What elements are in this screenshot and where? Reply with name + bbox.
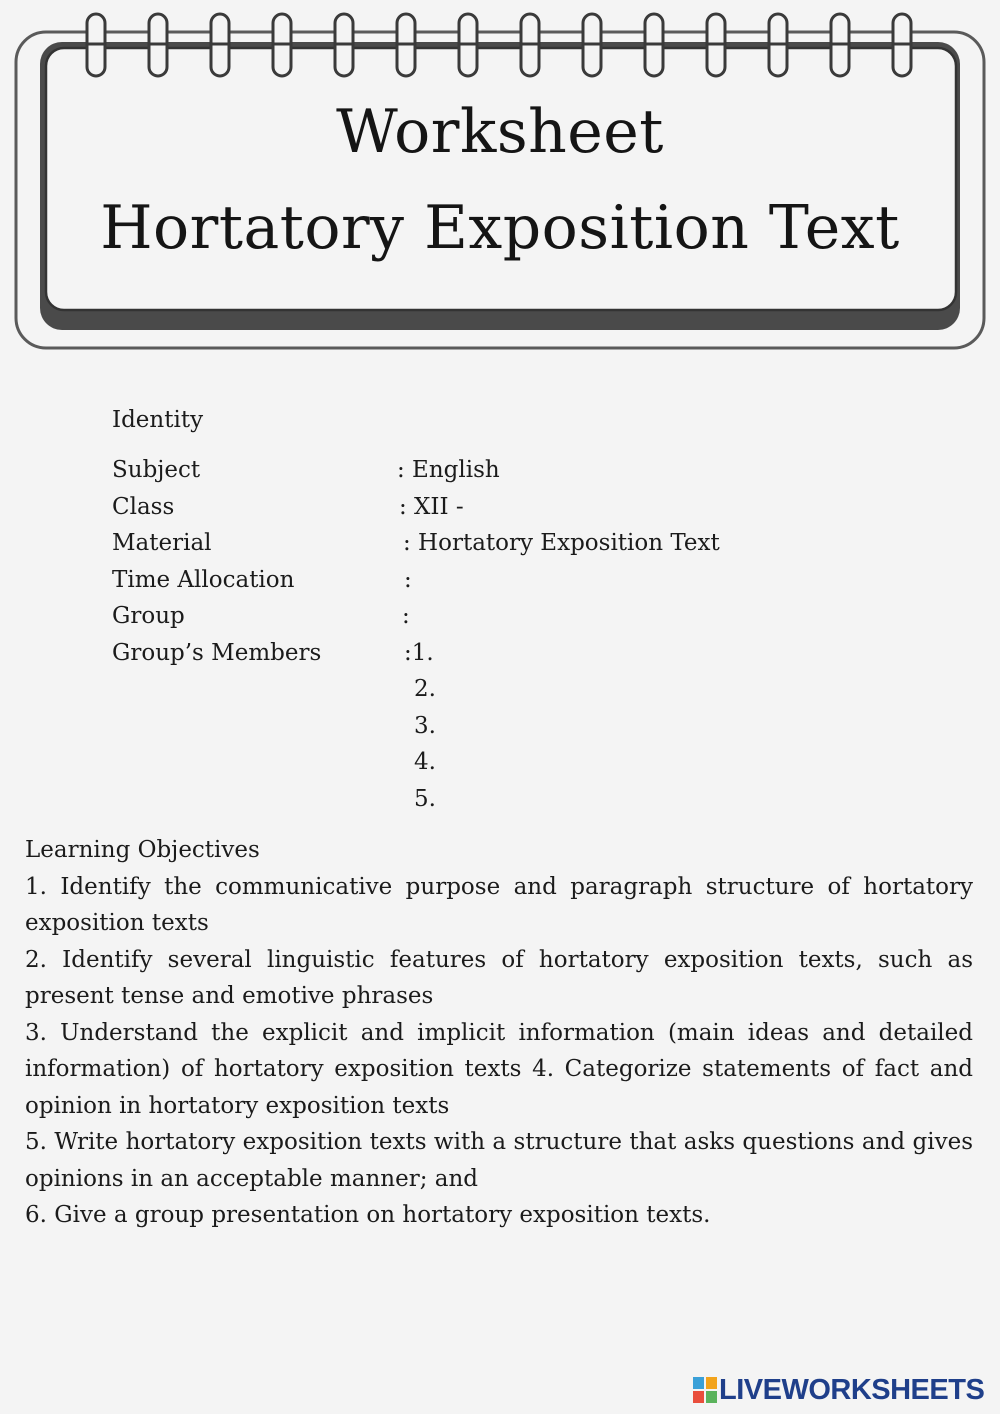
class-value: : XII - xyxy=(399,494,464,520)
worksheet-subtitle: Hortatory Exposition Text xyxy=(100,193,900,263)
objective-item: 5. Write hortatory exposition texts with a structure that asks questions and gives opinions in an acceptable manner; and xyxy=(25,1129,973,1192)
member-number-2: 2. xyxy=(414,676,436,702)
liveworksheets-brand xyxy=(693,1374,984,1406)
material-label: Material xyxy=(112,530,212,556)
time-allocation-label: Time Allocation xyxy=(112,567,295,593)
identity-heading: Identity xyxy=(112,407,204,433)
class-label: Class xyxy=(112,494,175,520)
objective-item: 2. Identify several linguistic features of hortatory exposition texts, such as present tense and emotive phrases xyxy=(25,946,973,1009)
liveworksheets-logo-icon xyxy=(693,1377,717,1403)
group-members-label: Group’s Members xyxy=(112,640,322,666)
member-number-5: 5. xyxy=(414,786,436,812)
notebook-frame xyxy=(0,0,1000,360)
material-value: : Hortatory Exposition Text xyxy=(403,530,720,556)
subject-value: : English xyxy=(397,457,500,483)
objective-item: 1. Identify the communicative purpose and paragraph structure of hortatory exposition texts xyxy=(25,873,973,936)
group-label: Group xyxy=(112,603,185,629)
objective-item: 3. Understand the explicit and implicit information (main ideas and detailed information) of hortatory exposition texts 4. Categorize statements of fact and opinion in hortatory exposition texts xyxy=(25,1019,973,1119)
time-allocation-value: : xyxy=(404,567,412,593)
objective-item: 6. Give a group presentation on hortatory exposition texts. xyxy=(25,1202,711,1228)
subject-label: Subject xyxy=(112,457,201,483)
learning-objectives xyxy=(25,832,973,1234)
member-number-4: 4. xyxy=(414,749,436,775)
brand-name: LIVEWORKSHEETS xyxy=(719,1373,985,1406)
member-number-1: :1. xyxy=(404,640,434,666)
member-number-3: 3. xyxy=(414,713,436,739)
objectives-heading: Learning Objectives xyxy=(25,837,260,863)
group-value: : xyxy=(402,603,410,629)
worksheet-title: Worksheet xyxy=(336,97,664,167)
